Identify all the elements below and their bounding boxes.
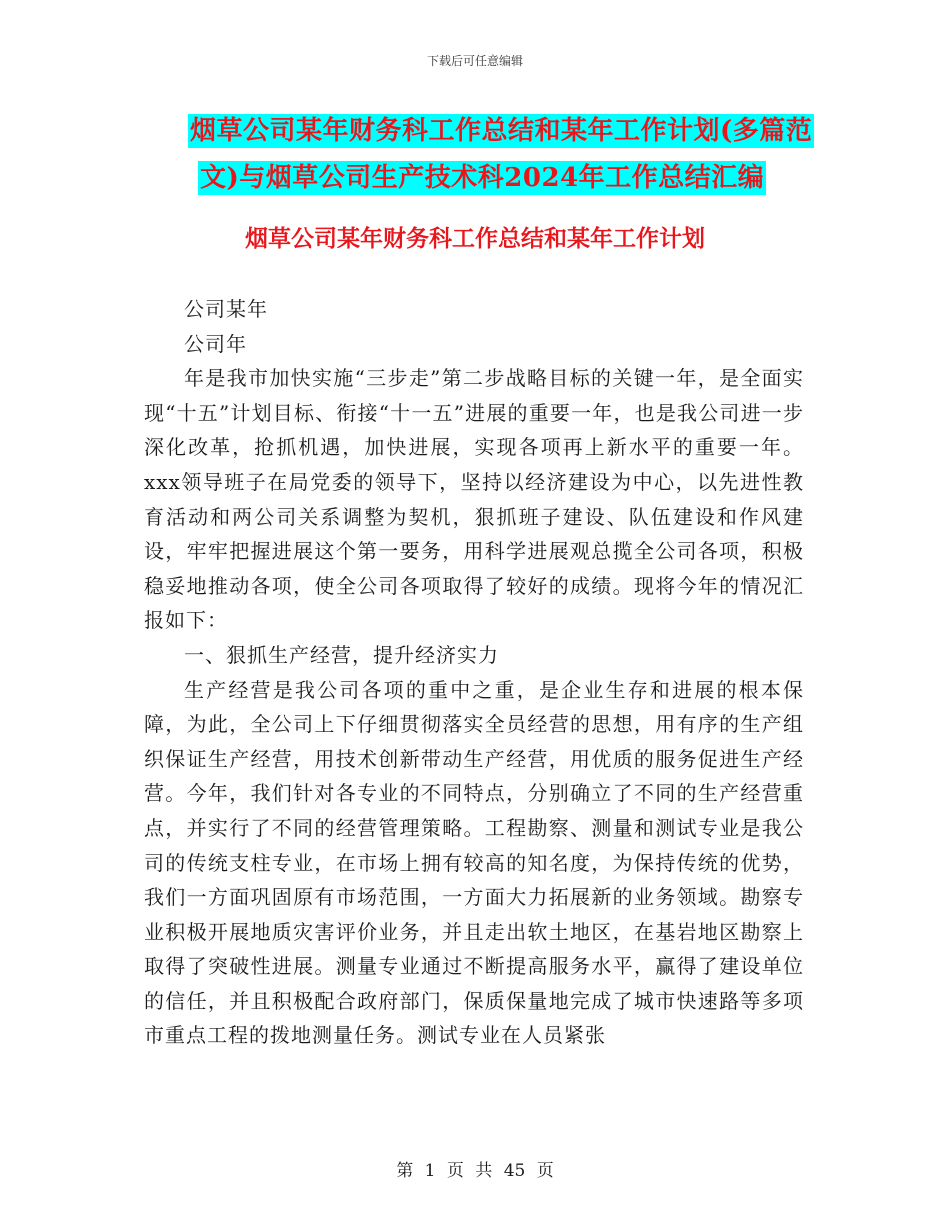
paragraph: 年是我市加快实施“三步走”第二步战略目标的关键一年，是全面实现“十五”计划目标、衔接“十一五”进展的重要一年，也是我公司进一步深化改革，抢抓机遇，加快进展，实现各项再上新水平的重要一年。xxx领导班子在局党委的领导下，坚持以经济建设为中心，以先进性教育活动和两公司关系调整为契机，狠抓班子建设、队伍建设和作风建设，牢牢把握进展这个第一要务，用科学进展观总揽全公司各项，积极稳妥地推动各项，使全公司各项取得了较好的成绩。现将今年的情况汇报如下： [144, 366, 804, 633]
paragraph: 公司某年 [184, 297, 268, 321]
document-body [144, 292, 804, 1053]
main-title-line-1 [150, 108, 830, 155]
main-title-highlight-1: 烟草公司某年财务科工作总结和某年工作计划(多篇范 [190, 116, 813, 146]
paragraph: 公司年 [184, 331, 247, 356]
main-title-line-2 [150, 155, 830, 202]
header-note: 下载后可任意编辑 [426, 54, 523, 68]
main-title-highlight-2: 文)与烟草公司生产技术科2024年工作总结汇编 [200, 163, 765, 193]
paragraph: 生产经营是我公司各项的重中之重，是企业生存和进展的根本保障，为此，全公司上下仔细贯彻落实全员经营的思想，用有序的生产组织保证生产经营，用技术创新带动生产经营，用优质的服务促进生产经营。今年，我们针对各专业的不同特点，分别确立了不同的生产经营重点，并实行了不同的经营管理策略。工程勘察、测量和测试专业是我公司的传统支柱专业，在市场上拥有较高的知名度，为保持传统的优势，我们一方面巩固原有市场范围，一方面大力拓展新的业务领域。勘察专业积极开展地质灾害评价业务，并且走出软土地区，在基岩地区勘察上取得了突破性进展。测量专业通过不断提高服务水平，赢得了建设单位的信任，并且积极配合政府部门，保质保量地完成了城市快速路等多项市重点工程的拨地测量任务。测试专业在人员紧张 [144, 677, 804, 1048]
document-main-title [150, 108, 830, 202]
paragraph: 一、狠抓生产经营，提升经济实力 [184, 642, 499, 667]
section-title: 烟草公司某年财务科工作总结和某年工作计划 [245, 225, 705, 252]
page-footer: 第 1 页 共 45 页 [396, 1161, 554, 1181]
